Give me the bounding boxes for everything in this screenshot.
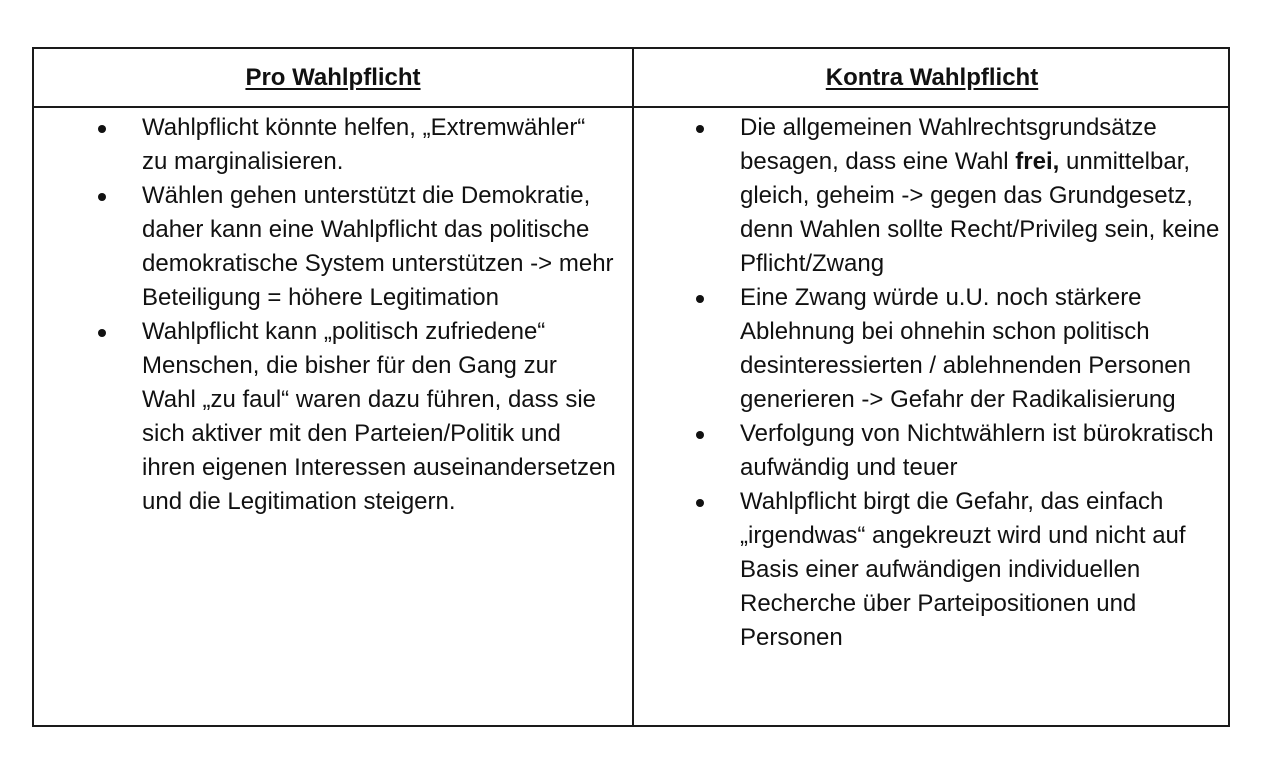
pro-contra-table	[32, 47, 1230, 727]
contra-item-text-end: unmittelbar, gleich, geheim -> gegen das Grundgesetz, denn Wahlen sollte Recht/Privileg sein, keine Pflicht/Zwang	[740, 148, 1220, 277]
pro-item-text: Wahlpflicht könnte helfen, „Extremwähler“ zu marginalisieren.	[142, 114, 586, 175]
bullet-icon	[696, 295, 704, 303]
header-divider	[34, 106, 1228, 108]
bullet-icon	[696, 499, 704, 507]
contra-header: Kontra Wahlpflicht	[825, 63, 1039, 91]
column-divider	[632, 49, 634, 725]
bullet-icon	[98, 193, 106, 201]
pro-list-item	[86, 179, 616, 315]
pro-item-text: Wählen gehen unterstützt die Demokratie, daher kann eine Wahlpflicht das politische demokratische System unterstützen -> mehr Beteiligung = höhere Legitimation	[142, 182, 614, 311]
bullet-icon	[696, 431, 704, 439]
contra-list	[684, 111, 1224, 655]
pro-list-item	[86, 315, 616, 519]
bullet-icon	[98, 125, 106, 133]
contra-list-item	[684, 417, 1224, 485]
pro-column	[86, 111, 616, 519]
pro-header: Pro Wahlpflicht	[245, 63, 421, 91]
contra-item-text: Verfolgung von Nichtwählern ist bürokratisch aufwändig und teuer	[740, 420, 1214, 481]
contra-item-text-start: Die allgemeinen Wahlrechtsgrundsätze besagen, dass eine Wahl	[740, 114, 1157, 175]
contra-list-item	[684, 485, 1224, 655]
contra-list-item	[684, 281, 1224, 417]
contra-item-text: Eine Zwang würde u.U. noch stärkere Ablehnung bei ohnehin schon politisch desinteressierten / ablehnenden Personen generieren -> Gefahr der Radikalisierung	[740, 284, 1191, 413]
contra-list-item	[684, 111, 1224, 281]
pro-list-item	[86, 111, 616, 179]
pro-list	[86, 111, 616, 519]
bullet-icon	[696, 125, 704, 133]
contra-column	[684, 111, 1224, 655]
pro-item-text: Wahlpflicht kann „politisch zufriedene“ Menschen, die bisher für den Gang zur Wahl „zu faul“ waren dazu führen, dass sie sich aktiver mit den Parteien/Politik und ihren eigenen Interessen auseinandersetzen und die Legitimation steigern.	[142, 318, 616, 515]
contra-item-text: Wahlpflicht birgt die Gefahr, das einfach „irgendwas“ angekreuzt wird und nicht auf Basis einer aufwändigen individuellen Recherche über Parteipositionen und Personen	[740, 488, 1186, 651]
contra-item-emphasis: frei,	[1015, 148, 1060, 175]
bullet-icon	[98, 329, 106, 337]
